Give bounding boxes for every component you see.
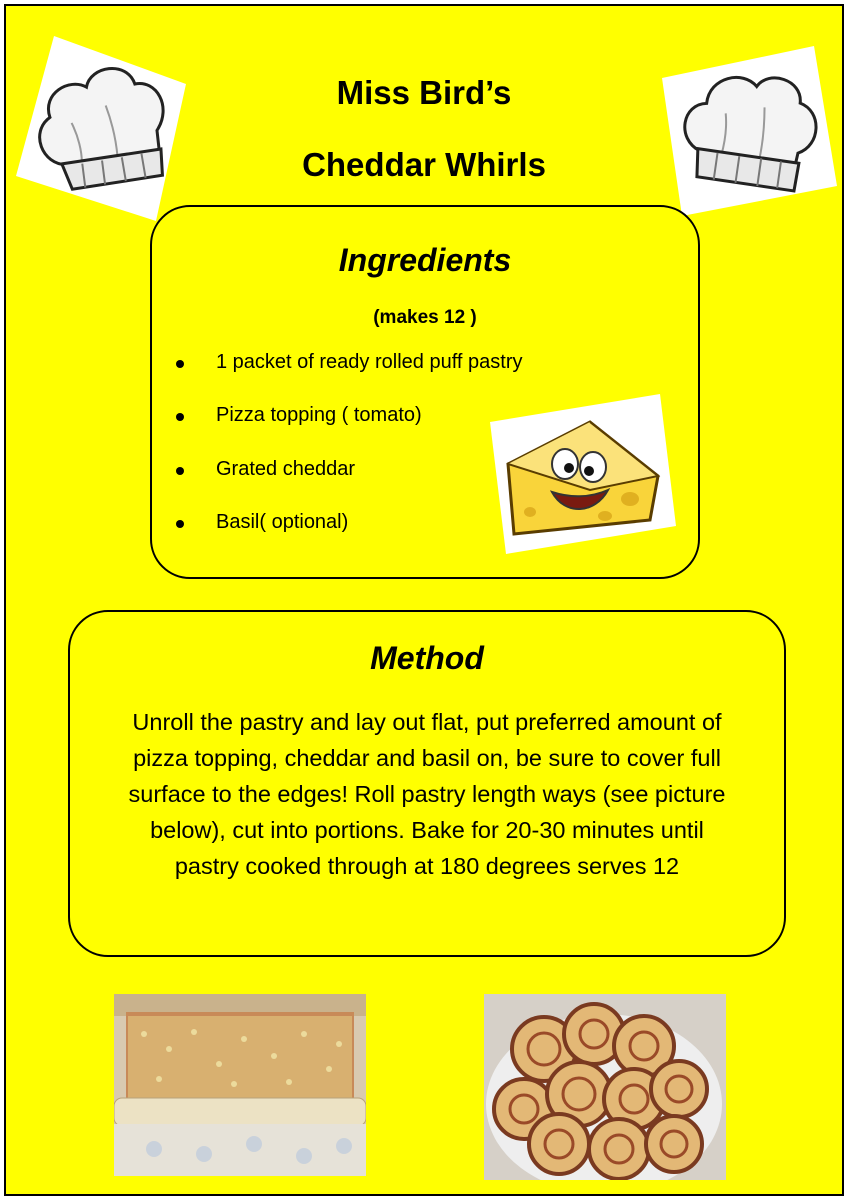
ingredient-text: Pizza topping ( tomato) (216, 404, 422, 426)
cheddar-whirls-photo (484, 994, 726, 1180)
bullet-icon (176, 360, 184, 368)
chef-hat-right (662, 46, 837, 216)
list-item (216, 404, 422, 427)
chef-hat-icon (662, 46, 837, 216)
pastry-photo-image (114, 994, 366, 1176)
method-line: surface to the edges! Roll pastry length ways (see picture (128, 781, 726, 807)
recipe-poster (4, 4, 844, 1196)
method-heading: Method (370, 640, 484, 676)
method-line: Unroll the pastry and lay out flat, put preferred amount of (132, 709, 722, 735)
list-item (216, 458, 355, 481)
list-item (216, 511, 348, 534)
bullet-icon (176, 413, 184, 421)
chef-hat-icon (16, 36, 186, 221)
method-text (90, 704, 764, 884)
ingredient-text: Basil( optional) (216, 511, 349, 533)
ingredient-text: 1 packet of ready rolled puff pastry (216, 351, 523, 373)
cartoon-cheese (490, 394, 676, 554)
title-line-2: Cheddar Whirls (302, 146, 546, 183)
chef-hat-left (16, 36, 186, 221)
method-line: pizza topping, cheddar and basil on, be sure to cover full (133, 745, 721, 771)
method-box (68, 610, 786, 957)
ingredients-heading: Ingredients (338, 242, 512, 278)
rolled-pastry-photo (114, 994, 366, 1176)
whirls-photo-image (484, 994, 726, 1180)
method-line: pastry cooked through at 180 degrees serves 12 (174, 853, 680, 879)
bullet-icon (176, 467, 184, 475)
list-item (216, 351, 522, 374)
bullet-icon (176, 520, 184, 528)
method-line: below), cut into portions. Bake for 20-30 minutes until (150, 817, 704, 843)
ingredient-text: Grated cheddar (216, 458, 355, 480)
cartoon-cheese-icon (490, 394, 676, 554)
title-line-1: Miss Bird’s (336, 74, 512, 111)
makes-count: (makes 12 ) (373, 307, 477, 328)
